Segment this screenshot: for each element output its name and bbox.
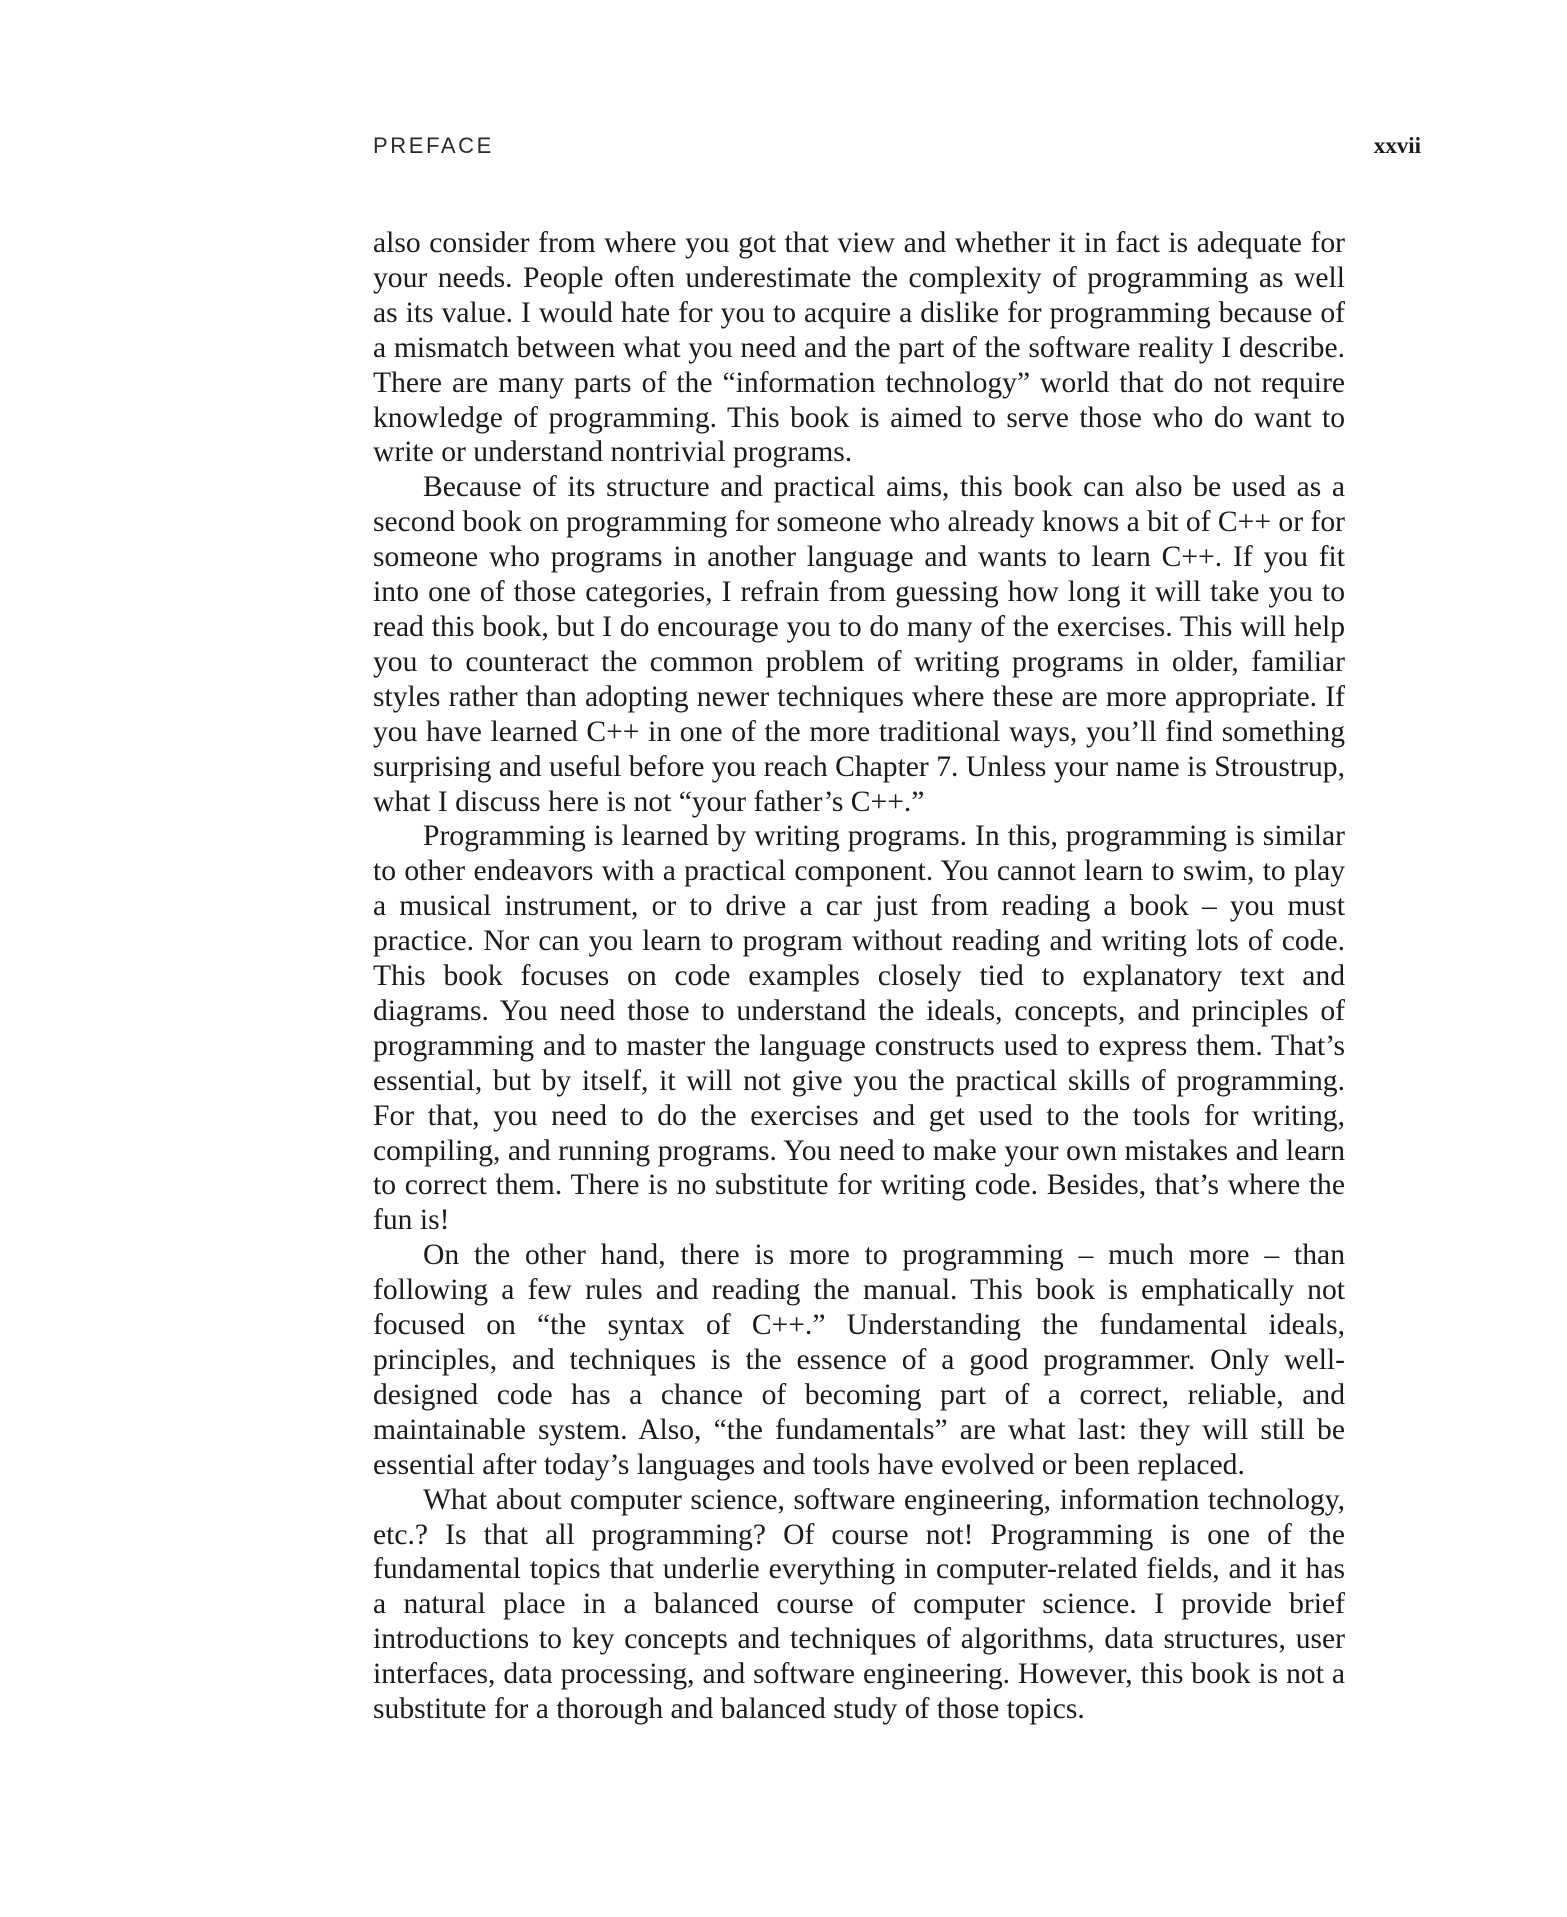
page-number: xxvii bbox=[1373, 133, 1421, 158]
paragraph: Because of its structure and practical aims, this book can also be used as a second book on programming for someone who already knows a bit of C++ or for someone who programs in another language and wants to learn C++. If you fit into one of those categories, I refrain from guessing how long it will take you to read this book, but I do encourage you to do many of the exercises. This will help you to counteract the common problem of writing programs in older, familiar styles rather than adopting newer techniques where these are more appropriate. If you have learned C++ in one of the more traditional ways, you’ll find something surprising and useful before you reach Chapter 7. Unless your name is Stroustrup, what I discuss here is not “your father’s C++.” bbox=[373, 471, 1345, 818]
paragraph: also consider from where you got that view and whether it in fact is adequate for your needs. People often underestimate the complexity of programming as well as its value. I would hate for you to acquire a dislike for programming because of a mismatch between what you need and the part of the software reality I describe. There are many parts of the “information technology” world that do not require knowledge of programming. This book is aimed to serve those who do want to write or understand nontrivial programs. bbox=[373, 227, 1345, 469]
running-head bbox=[373, 133, 1421, 169]
paragraph: What about computer science, software engineering, information technology, etc.? Is that all programming? Of course not! Programming is one of the fundamental topics that underlie everything in computer-related fields, and it has a natural place in a balanced course of computer science. I provide brief introductions to key concepts and techniques of algorithms, data structures, user interfaces, data processing, and software engineering. However, this book is not a substitute for a thorough and balanced study of those topics. bbox=[373, 1483, 1345, 1726]
body-text bbox=[373, 226, 1345, 1727]
paragraph: Programming is learned by writing programs. In this, programming is similar to other endeavors with a practical component. You cannot learn to swim, to play a musical instrument, or to drive a car just from reading a book – you must practice. Nor can you learn to program without reading and writing lots of code. This book focuses on code examples closely tied to explanatory text and diagrams. You need those to understand the ideals, concepts, and principles of programming and to master the language constructs used to express them. That’s essential, but by itself, it will not give you the practical skills of programming. For that, you need to do the exercises and get used to the tools for writing, compiling, and running programs. You need to make your own mistakes and learn to correct them. There is no substitute for writing code. Besides, that’s where the fun is! bbox=[373, 820, 1345, 1237]
paragraph: On the other hand, there is more to programming – much more – than following a few rules and reading the manual. This book is emphatically not focused on “the syntax of C++.” Understanding the fundamental ideals, principles, and techniques is the essence of a good programmer. Only well-designed code has a chance of becoming part of a correct, reliable, and maintainable system. Also, “the fundamentals” are what last: they will still be essential after today’s languages and tools have evolved or been replaced. bbox=[373, 1239, 1345, 1481]
section-title: PREFACE bbox=[373, 133, 494, 158]
